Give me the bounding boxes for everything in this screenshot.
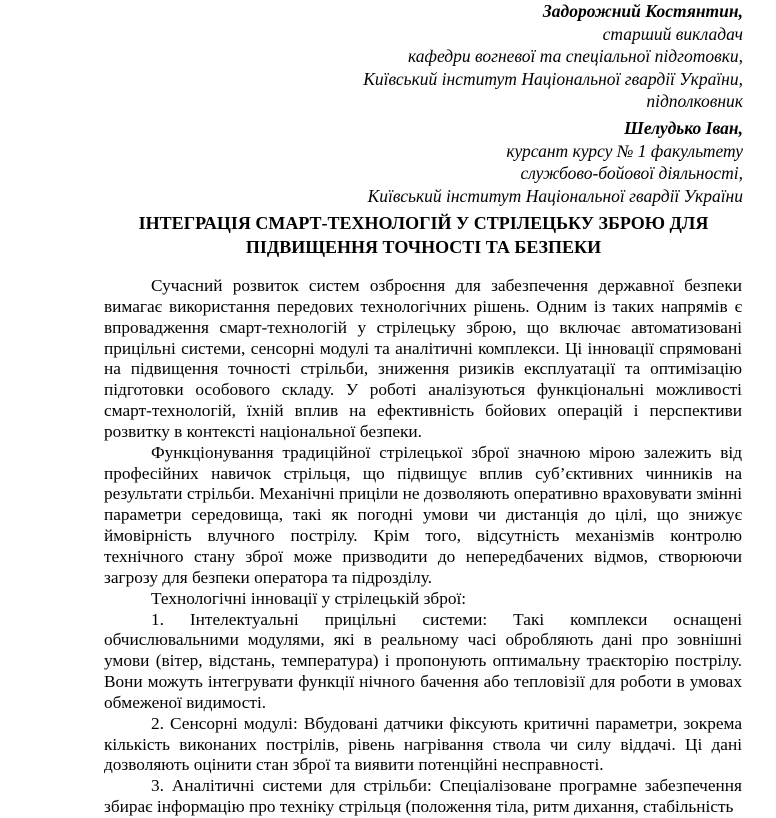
- paragraph-intro: Сучасний розвиток систем озброєння для забезпечення державної безпеки вимагає використання передових технологічних рішень. Одним із таких напрямів є впровадження смарт-технологій у стрілецьку зброю, що включає автоматизовані прицільні системи, сенсорні модулі та аналітичні комплекси. Ці інновації спрямовані на підвищення точності стрільби, зниження ризиків експлуатації та оптимізацію підготовки особового складу. У роботі аналізуються функціональні можливості смарт-технологій, їхній вплив на ефективність бойових операцій і перспективи розвитку в контексті національної безпеки.: [104, 276, 742, 441]
- title-line: ПІДВИЩЕННЯ ТОЧНОСТІ ТА БЕЗПЕКИ: [245, 237, 602, 257]
- author-position: курсант курсу № 1 факультету: [506, 140, 743, 161]
- author-block: [103, 0, 743, 207]
- author-position: старший викладач: [602, 23, 743, 44]
- paragraph-list-heading: Технологічні інновації у стрілецькій зброї:: [151, 588, 467, 608]
- title-line: ІНТЕГРАЦІЯ СМАРТ-ТЕХНОЛОГІЙ У СТРІЛЕЦЬКУ ЗБРОЮ ДЛЯ: [138, 213, 709, 233]
- list-item-3: 3. Аналітичні системи для стрільби: Спеціалізоване програмне забезпечення збирає інформацію про техніку стрільця (положення тіла, ритм дихання, стабільність: [104, 776, 742, 817]
- author-name: Шелудько Іван,: [624, 117, 743, 138]
- paragraph-problem: Функціонування традиційної стрілецької зброї значною мірою залежить від професійних навичок стрільця, що підвищує вплив суб’єктивних чинників на результати стрільби. Механічні приціли не дозволяють оперативно враховувати змінні параметри середовища, такі як погодні умови чи дистанція до цілі, що знижує ймовірність влучного пострілу. Крім того, відсутність механізмів контролю технічного стану зброї може призводити до непередбачених відмов, створюючи загрозу для безпеки оператора та підрозділу.: [104, 442, 742, 587]
- list-item-2: 2. Сенсорні модулі: Вбудовані датчики фіксують критичні параметри, зокрема кількість виконаних пострілів, рівень нагрівання ствола чи силу віддачі. Ці дані дозволяють оцінити стан зброї та виявити потенційні несправності.: [104, 713, 742, 775]
- author-department: кафедри вогневої та спеціальної підготовки,: [408, 46, 743, 67]
- article-title: [105, 211, 742, 259]
- author-rank: підполковник: [646, 91, 743, 112]
- author-institution: Київський інститут Національної гвардії України,: [363, 68, 743, 89]
- article-body: [104, 276, 742, 818]
- author-name: Задорожний Костянтин,: [542, 1, 743, 21]
- author-institution: Київський інститут Національної гвардії України: [367, 185, 743, 206]
- list-item-1: 1. Інтелектуальні прицільні системи: Такі комплекси оснащені обчислювальними модулями, які в реальному часі обробляють дані про зовнішні умови (вітер, відстань, температура) і пропонують оптимальну траєкторію пострілу. Вони можуть інтегрувати функції нічного бачення або тепловізії для роботи в умовах обмеженої видимості.: [104, 609, 742, 712]
- author-department: службово-бойової діяльності,: [520, 163, 743, 184]
